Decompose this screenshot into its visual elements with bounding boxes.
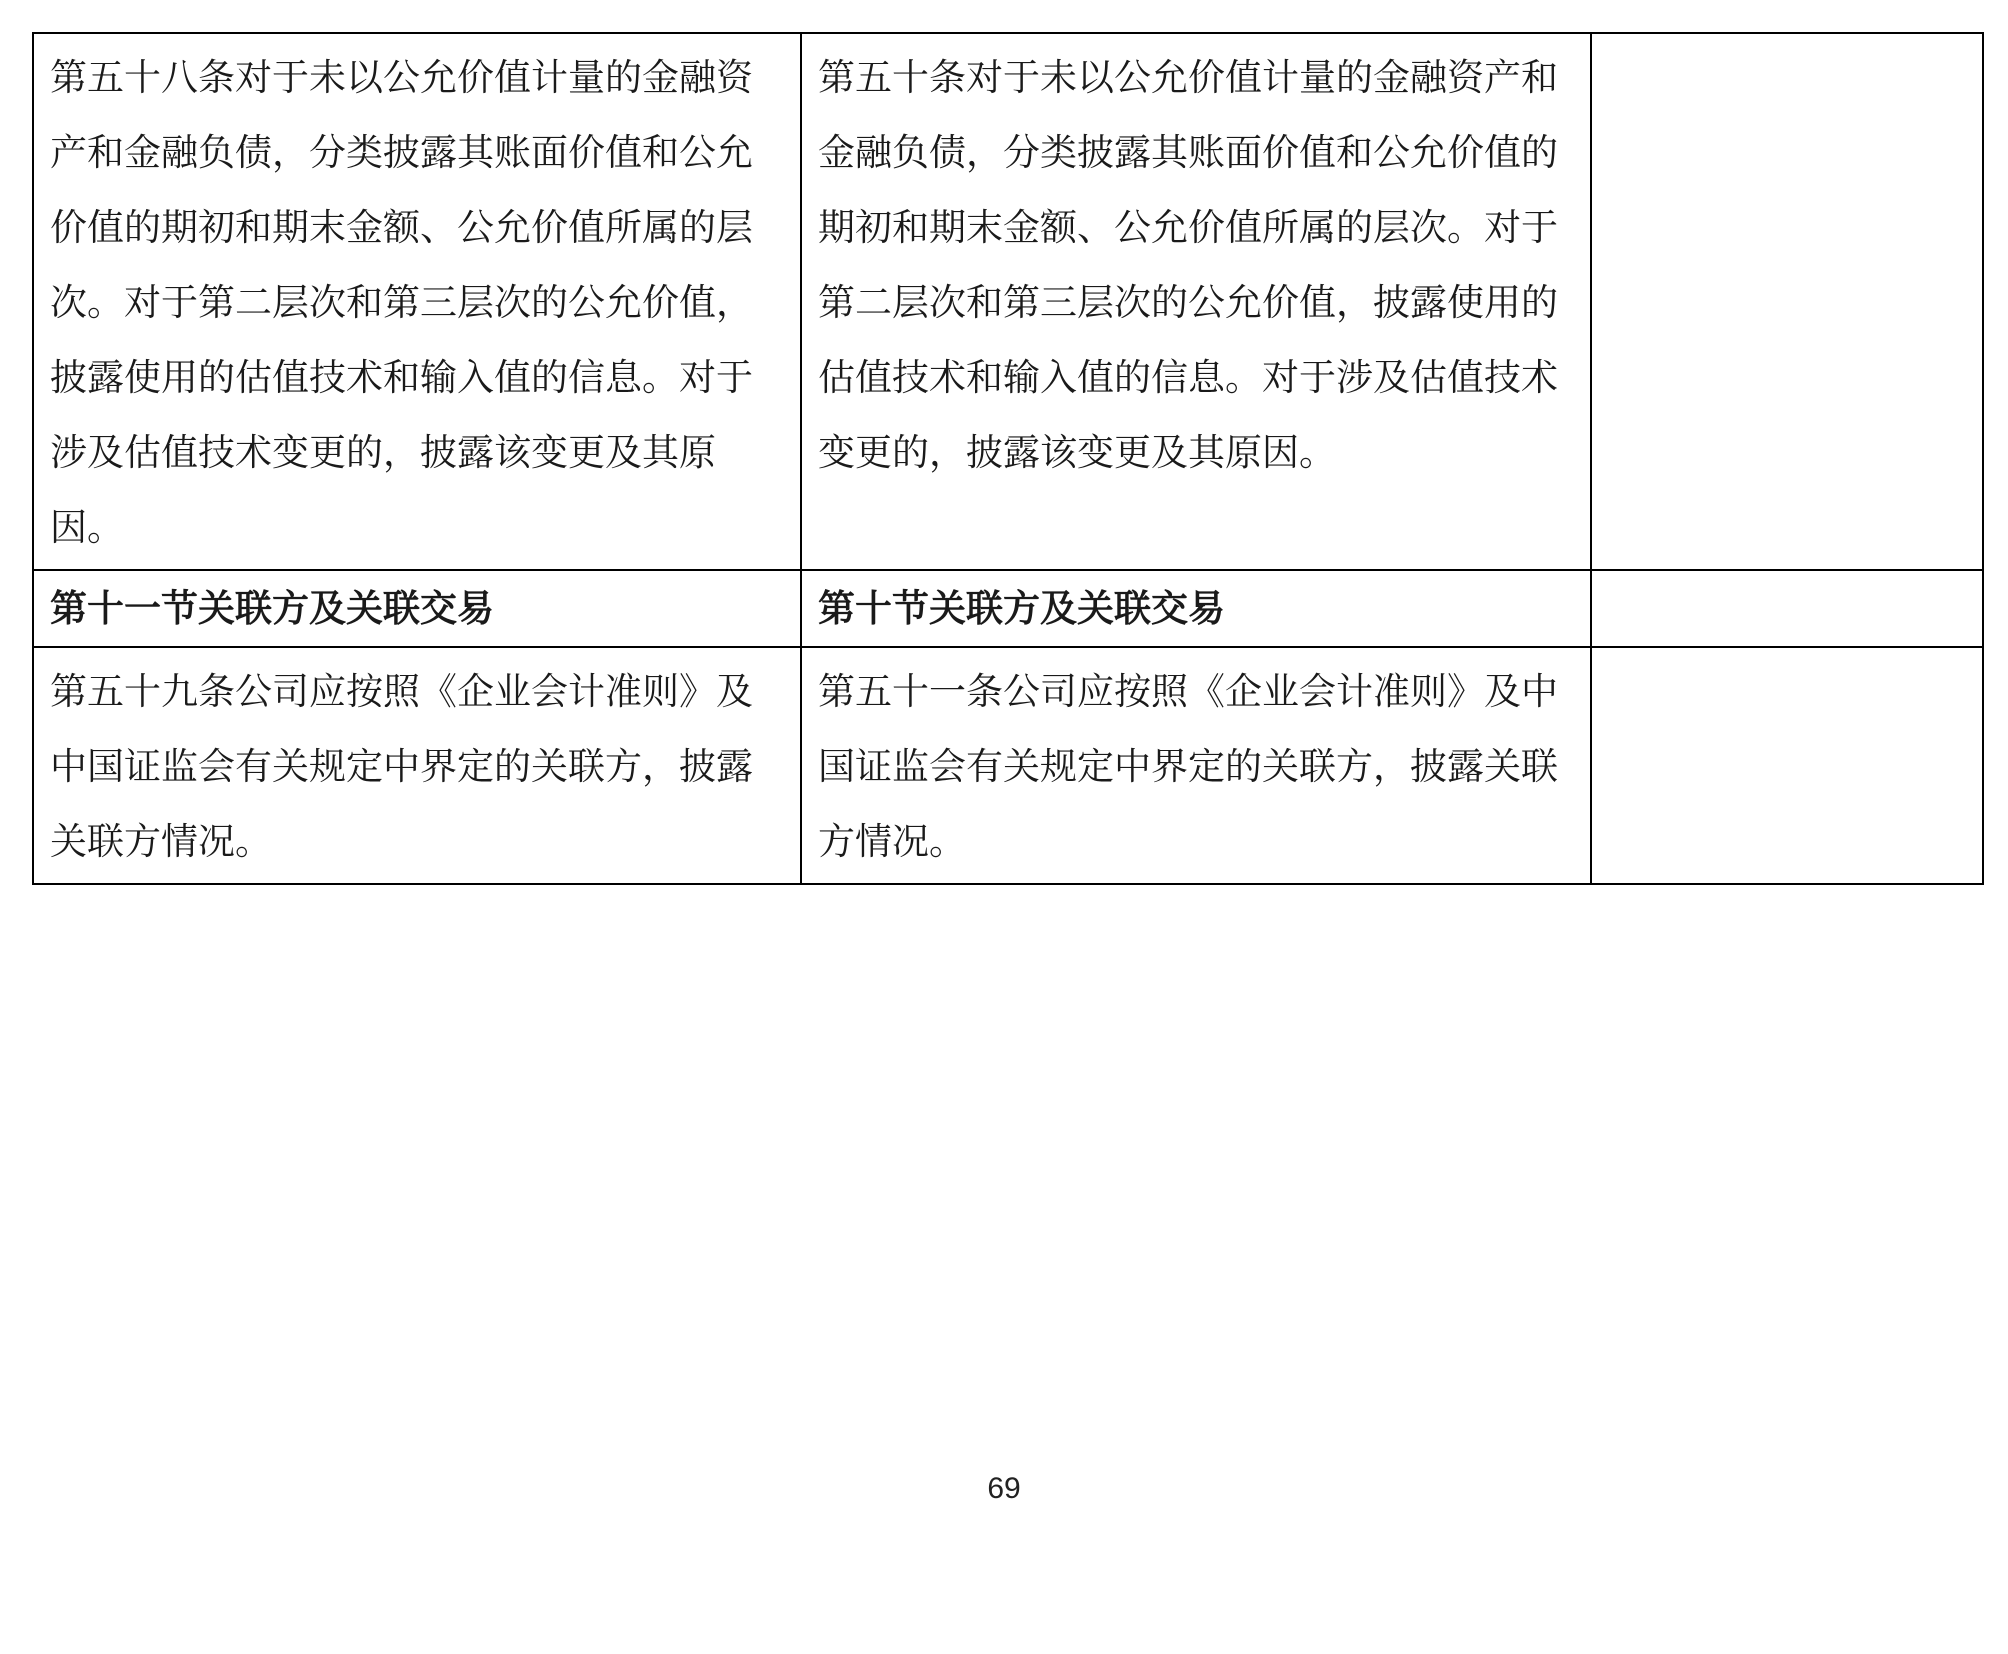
comparison-table bbox=[32, 32, 1984, 885]
original-clause-cell: 第五十九条公司应按照《企业会计准则》及中国证监会有关规定中界定的关联方，披露关联方情况。 bbox=[33, 647, 801, 884]
original-clause-cell: 第五十八条对于未以公允价值计量的金融资产和金融负债，分类披露其账面价值和公允价值的期初和期末金额、公允价值所属的层次。对于第二层次和第三层次的公允价值，披露使用的估值技术和输入值的信息。对于涉及估值技术变更的，披露该变更及其原因。 bbox=[33, 33, 801, 570]
note-cell bbox=[1591, 647, 1983, 884]
table-row bbox=[33, 33, 1983, 570]
page-number: 69 bbox=[987, 1472, 1021, 1505]
note-cell bbox=[1591, 33, 1983, 570]
revised-clause-cell: 第五十一条公司应按照《企业会计准则》及中国证监会有关规定中界定的关联方，披露关联方情况。 bbox=[801, 647, 1591, 884]
table-row bbox=[33, 647, 1983, 884]
original-section-heading: 第十一节关联方及关联交易 bbox=[33, 570, 801, 647]
revised-section-heading: 第十节关联方及关联交易 bbox=[801, 570, 1591, 647]
note-cell bbox=[1591, 570, 1983, 647]
section-heading-row bbox=[33, 570, 1983, 647]
revised-clause-cell: 第五十条对于未以公允价值计量的金融资产和金融负债，分类披露其账面价值和公允价值的期初和期末金额、公允价值所属的层次。对于第二层次和第三层次的公允价值，披露使用的估值技术和输入值的信息。对于涉及估值技术变更的，披露该变更及其原因。 bbox=[801, 33, 1591, 570]
